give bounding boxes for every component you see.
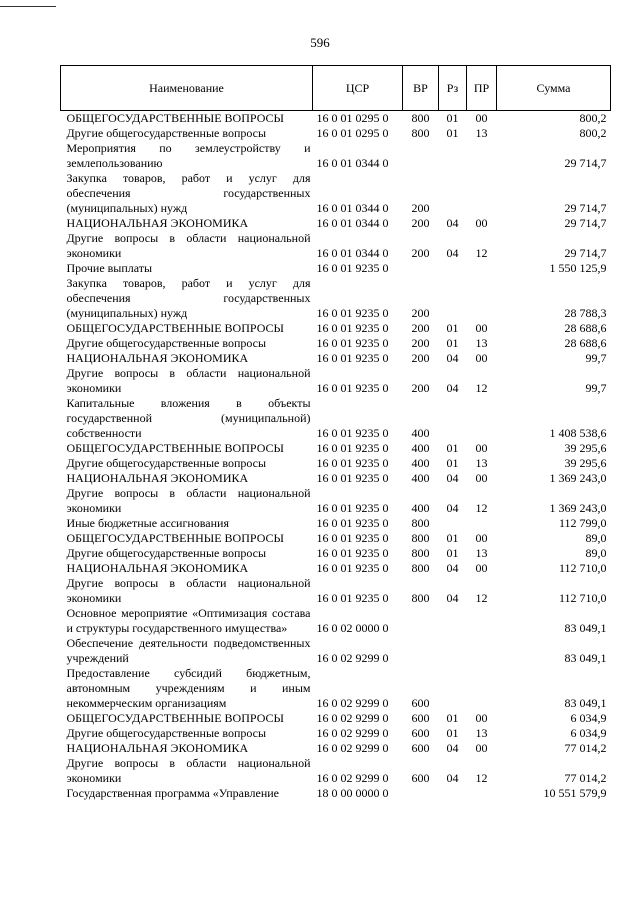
- cell-pr: 12: [475, 771, 488, 785]
- cell-vr: 400: [411, 471, 430, 485]
- cell-vr: 800: [411, 546, 430, 560]
- table-row: [61, 516, 611, 531]
- cell-csr: 16 0 01 0344 0: [316, 216, 389, 230]
- cell-rz: 04: [446, 501, 459, 515]
- cell-name: НАЦИОНАЛЬНАЯ ЭКОНОМИКА: [66, 351, 249, 365]
- cell-name: Другие общегосударственные вопросы: [66, 726, 267, 740]
- cell-name: НАЦИОНАЛЬНАЯ ЭКОНОМИКА: [66, 216, 249, 230]
- table-row: [61, 321, 611, 336]
- cell-rz: 04: [446, 216, 459, 230]
- cell-vr: 200: [411, 216, 430, 230]
- cell-csr: 16 0 01 9235 0: [316, 561, 389, 575]
- cell-pr: [467, 606, 497, 636]
- cell-vr: 600: [411, 726, 430, 740]
- cell-csr: 16 0 01 9235 0: [316, 261, 389, 275]
- cell-csr: 16 0 02 9299 0: [316, 711, 389, 725]
- cell-name: ОБЩЕГОСУДАРСТВЕННЫЕ ВОПРОСЫ: [66, 441, 284, 455]
- cell-pr: 00: [475, 741, 488, 755]
- cell-csr: 16 0 01 9235 0: [316, 456, 389, 470]
- table-row: [61, 336, 611, 351]
- cell-sum: 77 014,2: [564, 741, 607, 755]
- cell-csr: 16 0 01 0344 0: [316, 156, 389, 170]
- cell-pr: 00: [475, 351, 488, 365]
- table-row: [61, 561, 611, 576]
- cell-name: Основное мероприятие «Оптимизация состава и структуры государственного имущества»: [66, 606, 311, 635]
- cell-rz: 04: [446, 246, 459, 260]
- cell-rz: 01: [446, 531, 459, 545]
- cell-name: Другие общегосударственные вопросы: [66, 336, 267, 350]
- cell-sum: 29 714,7: [564, 216, 607, 230]
- cell-pr: [467, 396, 497, 441]
- cell-vr: 800: [411, 516, 430, 530]
- cell-rz: 01: [446, 441, 459, 455]
- cell-pr: [467, 516, 497, 531]
- cell-sum: 1 550 125,9: [549, 261, 607, 275]
- cell-name: Прочие выплаты: [66, 261, 153, 275]
- cell-rz: 01: [446, 111, 459, 125]
- cell-pr: 00: [475, 441, 488, 455]
- cell-rz: [439, 396, 467, 441]
- cell-name: НАЦИОНАЛЬНАЯ ЭКОНОМИКА: [66, 741, 249, 755]
- page-number: 596: [310, 35, 330, 50]
- table-row: [61, 456, 611, 471]
- cell-name: ОБЩЕГОСУДАРСТВЕННЫЕ ВОПРОСЫ: [66, 321, 284, 335]
- cell-pr: [467, 261, 497, 276]
- table-header: [61, 66, 611, 111]
- cell-vr: 800: [411, 591, 430, 605]
- cell-vr: 400: [411, 441, 430, 455]
- table-row: [61, 261, 611, 276]
- cell-vr: 200: [411, 246, 430, 260]
- cell-vr: 400: [411, 456, 430, 470]
- cell-sum: 77 014,2: [564, 771, 607, 785]
- cell-pr: 12: [475, 381, 488, 395]
- cell-sum: 28 788,3: [564, 306, 607, 320]
- cell-vr: 200: [411, 321, 430, 335]
- cell-rz: 01: [446, 336, 459, 350]
- cell-vr: [403, 141, 439, 171]
- cell-name: НАЦИОНАЛЬНАЯ ЭКОНОМИКА: [66, 471, 249, 485]
- cell-pr: 13: [475, 726, 488, 740]
- cell-rz: 01: [446, 456, 459, 470]
- table-row: [61, 216, 611, 231]
- table-row: [61, 471, 611, 486]
- cell-vr: 600: [411, 711, 430, 725]
- table-row: [61, 741, 611, 756]
- cell-name: НАЦИОНАЛЬНАЯ ЭКОНОМИКА: [66, 561, 249, 575]
- cell-csr: 16 0 02 9299 0: [316, 696, 389, 710]
- cell-csr: 16 0 01 9235 0: [316, 546, 389, 560]
- cell-sum: 800,2: [579, 126, 607, 140]
- cell-pr: 12: [475, 501, 488, 515]
- cell-rz: 01: [446, 726, 459, 740]
- cell-rz: [439, 636, 467, 666]
- cell-rz: 04: [446, 561, 459, 575]
- header-name: Наименование: [61, 66, 313, 111]
- cell-vr: 800: [411, 561, 430, 575]
- cell-csr: 16 0 01 9235 0: [316, 516, 389, 530]
- cell-sum: 29 714,7: [564, 201, 607, 215]
- cell-csr: 16 0 01 9235 0: [316, 426, 389, 440]
- table-row: [61, 231, 611, 261]
- cell-pr: 00: [475, 321, 488, 335]
- cell-name: Мероприятия по землеустройству и землепользованию: [66, 141, 311, 170]
- header-csr: ЦСР: [313, 66, 403, 111]
- cell-name: Обеспечение деятельности подведомственных учреждений: [66, 636, 311, 665]
- table-row: [61, 111, 611, 127]
- header-pr: ПР: [467, 66, 497, 111]
- cell-csr: 16 0 01 9235 0: [316, 306, 389, 320]
- table-row: [61, 396, 611, 441]
- cell-csr: 16 0 01 9235 0: [316, 591, 389, 605]
- header-vr: ВР: [403, 66, 439, 111]
- cell-rz: [439, 606, 467, 636]
- cell-sum: 10 551 579,9: [543, 786, 607, 800]
- cell-rz: [439, 276, 467, 321]
- cell-pr: 00: [475, 561, 488, 575]
- cell-name: Другие вопросы в области национальной экономики: [66, 231, 311, 260]
- cell-pr: [467, 276, 497, 321]
- cell-rz: [439, 141, 467, 171]
- cell-vr: 200: [411, 306, 430, 320]
- cell-name: Другие вопросы в области национальной экономики: [66, 756, 311, 785]
- cell-name: Закупка товаров, работ и услуг для обеспечения государственных (муниципальных) нужд: [66, 171, 311, 215]
- cell-sum: 28 688,6: [564, 321, 607, 335]
- cell-vr: 400: [411, 426, 430, 440]
- cell-vr: 400: [411, 501, 430, 515]
- cell-rz: [439, 516, 467, 531]
- table-row: [61, 531, 611, 546]
- table-row: [61, 366, 611, 396]
- table-row: [61, 711, 611, 726]
- cell-rz: 04: [446, 591, 459, 605]
- cell-pr: 12: [475, 246, 488, 260]
- cell-rz: 04: [446, 771, 459, 785]
- cell-csr: 16 0 02 0000 0: [316, 621, 389, 635]
- cell-vr: [403, 636, 439, 666]
- cell-vr: 200: [411, 381, 430, 395]
- cell-csr: 16 0 02 9299 0: [316, 771, 389, 785]
- table-row: [61, 606, 611, 636]
- cell-vr: [403, 786, 439, 801]
- cell-sum: 29 714,7: [564, 156, 607, 170]
- cell-pr: [467, 141, 497, 171]
- cell-name: ОБЩЕГОСУДАРСТВЕННЫЕ ВОПРОСЫ: [66, 111, 284, 125]
- cell-csr: 16 0 01 9235 0: [316, 531, 389, 545]
- table-row: [61, 756, 611, 786]
- cell-csr: 16 0 01 9235 0: [316, 381, 389, 395]
- cell-sum: 28 688,6: [564, 336, 607, 350]
- cell-csr: 16 0 02 9299 0: [316, 651, 389, 665]
- cell-pr: [467, 786, 497, 801]
- cell-sum: 112 799,0: [558, 516, 607, 530]
- table-row: [61, 126, 611, 141]
- cell-pr: 12: [475, 591, 488, 605]
- table-row: [61, 636, 611, 666]
- scan-edge-mark: [0, 6, 56, 7]
- cell-name: Другие вопросы в области национальной экономики: [66, 576, 311, 605]
- cell-pr: 13: [475, 336, 488, 350]
- cell-name: Другие общегосударственные вопросы: [66, 546, 267, 560]
- cell-csr: 16 0 01 9235 0: [316, 501, 389, 515]
- cell-name: ОБЩЕГОСУДАРСТВЕННЫЕ ВОПРОСЫ: [66, 531, 284, 545]
- cell-vr: [403, 261, 439, 276]
- cell-rz: [439, 666, 467, 711]
- cell-vr: 800: [411, 111, 430, 125]
- cell-rz: 01: [446, 126, 459, 140]
- cell-sum: 99,7: [585, 381, 607, 395]
- cell-sum: 1 369 243,0: [549, 471, 607, 485]
- cell-pr: 00: [475, 471, 488, 485]
- cell-vr: 200: [411, 201, 430, 215]
- cell-csr: 18 0 00 0000 0: [316, 786, 389, 800]
- cell-pr: 00: [475, 216, 488, 230]
- cell-pr: 00: [475, 111, 488, 125]
- cell-sum: 112 710,0: [558, 591, 607, 605]
- cell-sum: 89,0: [585, 546, 607, 560]
- cell-rz: 01: [446, 321, 459, 335]
- cell-name: Другие общегосударственные вопросы: [66, 456, 267, 470]
- cell-name: Другие общегосударственные вопросы: [66, 126, 267, 140]
- cell-rz: 04: [446, 381, 459, 395]
- table-row: [61, 171, 611, 216]
- cell-csr: 16 0 01 9235 0: [316, 336, 389, 350]
- cell-sum: 39 295,6: [564, 456, 607, 470]
- cell-pr: [467, 636, 497, 666]
- cell-vr: 800: [411, 531, 430, 545]
- cell-csr: 16 0 01 0295 0: [316, 126, 389, 140]
- header-rz: Рз: [439, 66, 467, 111]
- cell-rz: [439, 261, 467, 276]
- cell-sum: 83 049,1: [564, 696, 607, 710]
- table-row: [61, 276, 611, 321]
- cell-name: Другие вопросы в области национальной экономики: [66, 366, 311, 395]
- cell-csr: 16 0 02 9299 0: [316, 741, 389, 755]
- header-sum: Сумма: [497, 66, 611, 111]
- cell-pr: 00: [475, 531, 488, 545]
- cell-name: Капитальные вложения в объекты государственной (муниципальной) собственности: [66, 396, 311, 440]
- table-row: [61, 786, 611, 801]
- table-row: [61, 351, 611, 366]
- cell-rz: 04: [446, 351, 459, 365]
- cell-rz: [439, 171, 467, 216]
- table-row: [61, 666, 611, 711]
- cell-vr: [403, 606, 439, 636]
- cell-sum: 112 710,0: [558, 561, 607, 575]
- cell-sum: 6 034,9: [570, 711, 607, 725]
- cell-pr: 13: [475, 456, 488, 470]
- cell-sum: 1 408 538,6: [549, 426, 607, 440]
- table-row: [61, 726, 611, 741]
- cell-sum: 800,2: [579, 111, 607, 125]
- cell-csr: 16 0 01 9235 0: [316, 351, 389, 365]
- cell-rz: 01: [446, 546, 459, 560]
- cell-name: Закупка товаров, работ и услуг для обеспечения государственных (муниципальных) нужд: [66, 276, 311, 320]
- cell-name: Государственная программа «Управление: [66, 786, 279, 800]
- cell-sum: 39 295,6: [564, 441, 607, 455]
- cell-vr: 200: [411, 351, 430, 365]
- cell-vr: 800: [411, 126, 430, 140]
- cell-sum: 6 034,9: [570, 726, 607, 740]
- cell-sum: 83 049,1: [564, 621, 607, 635]
- cell-pr: 13: [475, 126, 488, 140]
- cell-sum: 29 714,7: [564, 246, 607, 260]
- cell-name: ОБЩЕГОСУДАРСТВЕННЫЕ ВОПРОСЫ: [66, 711, 284, 725]
- cell-csr: 16 0 01 0295 0: [316, 111, 389, 125]
- cell-rz: 01: [446, 711, 459, 725]
- cell-sum: 83 049,1: [564, 651, 607, 665]
- cell-name: Иные бюджетные ассигнования: [66, 516, 229, 530]
- cell-csr: 16 0 01 9235 0: [316, 321, 389, 335]
- cell-pr: 00: [475, 711, 488, 725]
- cell-pr: [467, 666, 497, 711]
- cell-csr: 16 0 01 0344 0: [316, 246, 389, 260]
- cell-name: Другие вопросы в области национальной экономики: [66, 486, 311, 515]
- cell-name: Предоставление субсидий бюджетным, автономным учреждениям и иным некоммерческим организациям: [66, 666, 311, 710]
- table-row: [61, 486, 611, 516]
- cell-rz: 04: [446, 741, 459, 755]
- cell-vr: 200: [411, 336, 430, 350]
- cell-vr: 600: [411, 696, 430, 710]
- cell-sum: 99,7: [585, 351, 607, 365]
- cell-rz: 04: [446, 471, 459, 485]
- table-row: [61, 576, 611, 606]
- cell-sum: 1 369 243,0: [549, 501, 607, 515]
- cell-pr: 13: [475, 546, 488, 560]
- cell-csr: 16 0 01 0344 0: [316, 201, 389, 215]
- cell-pr: [467, 171, 497, 216]
- budget-table: [60, 65, 611, 801]
- cell-vr: 600: [411, 771, 430, 785]
- cell-rz: [439, 786, 467, 801]
- cell-csr: 16 0 02 9299 0: [316, 726, 389, 740]
- cell-csr: 16 0 01 9235 0: [316, 471, 389, 485]
- table-row: [61, 546, 611, 561]
- table-body: [61, 111, 611, 802]
- table-row: [61, 441, 611, 456]
- cell-vr: 600: [411, 741, 430, 755]
- cell-csr: 16 0 01 9235 0: [316, 441, 389, 455]
- table-row: [61, 141, 611, 171]
- cell-sum: 89,0: [585, 531, 607, 545]
